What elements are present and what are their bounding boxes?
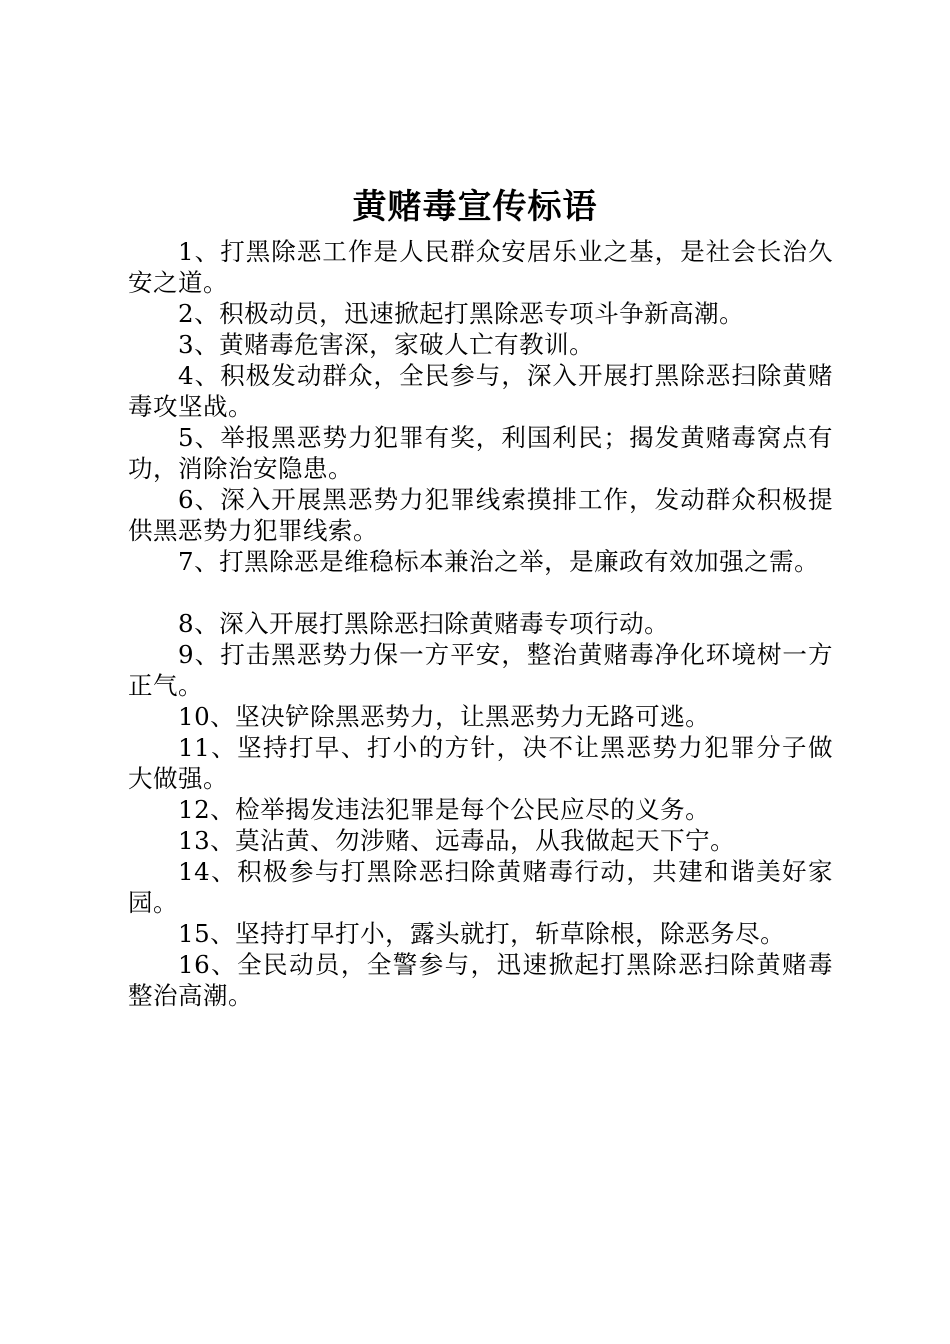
slogan-item-7: 7、打黑除恶是维稳标本兼治之举，是廉政有效加强之需。 — [178, 547, 820, 576]
slogan-item-2: 2、积极动员，迅速掀起打黑除恶专项斗争新高潮。 — [178, 299, 745, 328]
slogan-item-6: 6、深入开展黑恶势力犯罪线索摸排工作，发动群众积极提供黑恶势力犯罪线索。 — [128, 485, 833, 545]
document-title: 黄赌毒宣传标语 — [352, 187, 598, 227]
slogan-item-14: 14、积极参与打黑除恶扫除黄赌毒行动，共建和谐美好家园。 — [128, 857, 833, 917]
slogan-item-3: 3、黄赌毒危害深，家破人亡有教训。 — [178, 330, 595, 359]
slogan-item-16: 16、全民动员，全警参与，迅速掀起打黑除恶扫除黄赌毒整治高潮。 — [128, 950, 833, 1010]
slogan-item-11: 11、坚持打早、打小的方针，决不让黑恶势力犯罪分子做大做强。 — [128, 733, 833, 793]
slogan-item-12: 12、检举揭发违法犯罪是每个公民应尽的义务。 — [178, 795, 711, 824]
slogan-item-1: 1、打黑除恶工作是人民群众安居乐业之基，是社会长治久安之道。 — [128, 237, 833, 297]
slogan-item-10: 10、坚决铲除黑恶势力，让黑恶势力无路可逃。 — [178, 702, 711, 731]
slogan-list — [128, 236, 833, 1011]
slogan-item-4: 4、积极发动群众，全民参与，深入开展打黑除恶扫除黄赌毒攻坚战。 — [128, 361, 833, 421]
slogan-item-15: 15、坚持打早打小，露头就打，斩草除根，除恶务尽。 — [178, 919, 786, 948]
slogan-item-13: 13、莫沾黄、勿涉赌、远毒品，从我做起天下宁。 — [178, 826, 736, 855]
blank-line — [128, 577, 833, 608]
slogan-item-9: 9、打击黑恶势力保一方平安，整治黄赌毒净化环境树一方正气。 — [128, 640, 833, 700]
slogan-item-8: 8、深入开展打黑除恶扫除黄赌毒专项行动。 — [178, 609, 670, 638]
slogan-item-5: 5、举报黑恶势力犯罪有奖，利国利民；揭发黄赌毒窝点有功，消除治安隐患。 — [128, 423, 833, 483]
